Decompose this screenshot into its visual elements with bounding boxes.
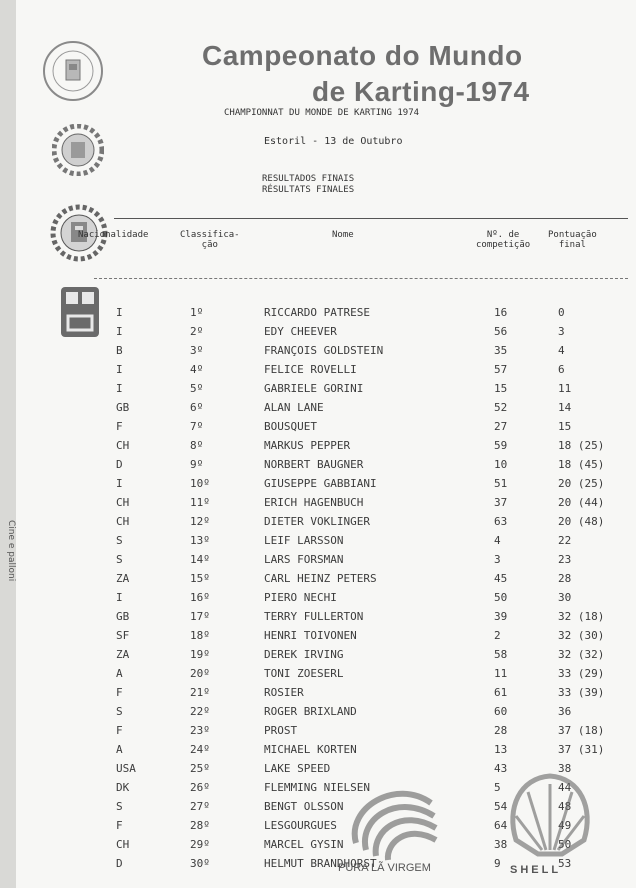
- table-row: [16, 477, 636, 496]
- race-number-cell: 52: [494, 401, 508, 414]
- points-cell: 37 (31): [558, 743, 605, 756]
- position-cell: 14º: [190, 553, 210, 566]
- subtitle-french: CHAMPIONNAT DU MONDE DE KARTING 1974: [224, 108, 420, 118]
- points-cell: 18 (45): [558, 458, 605, 471]
- header-rule-top: [114, 218, 628, 219]
- nationality-cell: D: [116, 458, 123, 471]
- driver-name-cell: PIERO NECHI: [264, 591, 337, 604]
- nationality-cell: CH: [116, 515, 130, 528]
- race-number-cell: 10: [494, 458, 508, 471]
- page-edge: [0, 0, 16, 888]
- table-row: [16, 363, 636, 382]
- points-cell: 14: [558, 401, 572, 414]
- race-number-cell: 45: [494, 572, 508, 585]
- nationality-cell: DK: [116, 781, 130, 794]
- nationality-cell: S: [116, 553, 123, 566]
- race-number-cell: 58: [494, 648, 508, 661]
- position-cell: 4º: [190, 363, 204, 376]
- points-cell: 20 (25): [558, 477, 605, 490]
- table-row: [16, 534, 636, 553]
- nationality-cell: I: [116, 325, 123, 338]
- points-cell: 4: [558, 344, 565, 357]
- points-cell: 38: [558, 762, 572, 775]
- results-heading-fr: RÉSULTATS FINALES: [262, 185, 355, 195]
- shell-text: SHELL: [510, 864, 562, 876]
- points-cell: 44: [558, 781, 572, 794]
- nationality-cell: F: [116, 686, 123, 699]
- driver-name-cell: ROSIER: [264, 686, 304, 699]
- points-cell: 18 (25): [558, 439, 605, 452]
- position-cell: 2º: [190, 325, 204, 338]
- federation-seal-icon: [42, 40, 104, 102]
- driver-name-cell: EDY CHEEVER: [264, 325, 337, 338]
- race-number-cell: 51: [494, 477, 508, 490]
- nationality-cell: CH: [116, 838, 130, 851]
- points-cell: 28: [558, 572, 572, 585]
- points-cell: 15: [558, 420, 572, 433]
- table-row: [16, 610, 636, 629]
- race-number-cell: 59: [494, 439, 508, 452]
- race-number-cell: 37: [494, 496, 508, 509]
- points-cell: 37 (18): [558, 724, 605, 737]
- side-note: Cine e palloni: [6, 520, 16, 582]
- race-number-cell: 35: [494, 344, 508, 357]
- position-cell: 28º: [190, 819, 210, 832]
- position-cell: 20º: [190, 667, 210, 680]
- race-number-cell: 5: [494, 781, 501, 794]
- table-row: [16, 629, 636, 648]
- column-header-points: Pontuação final: [548, 230, 597, 250]
- race-number-cell: 64: [494, 819, 508, 832]
- driver-name-cell: TERRY FULLERTON: [264, 610, 364, 623]
- position-cell: 1º: [190, 306, 204, 319]
- driver-name-cell: HENRI TOIVONEN: [264, 629, 357, 642]
- nationality-cell: S: [116, 705, 123, 718]
- page-title-line1: Campeonato do Mundo: [202, 40, 523, 71]
- club-gear-emblem-icon: [52, 124, 104, 176]
- nationality-cell: I: [116, 477, 123, 490]
- points-cell: 32 (30): [558, 629, 605, 642]
- driver-name-cell: MARCEL GYSIN: [264, 838, 344, 851]
- position-cell: 23º: [190, 724, 210, 737]
- position-cell: 6º: [190, 401, 204, 414]
- nationality-cell: I: [116, 591, 123, 604]
- race-number-cell: 54: [494, 800, 508, 813]
- driver-name-cell: RICCARDO PATRESE: [264, 306, 370, 319]
- position-cell: 10º: [190, 477, 210, 490]
- driver-name-cell: MICHAEL KORTEN: [264, 743, 357, 756]
- table-row: [16, 382, 636, 401]
- table-row: [16, 686, 636, 705]
- table-row: [16, 591, 636, 610]
- table-row: [16, 705, 636, 724]
- race-number-cell: 13: [494, 743, 508, 756]
- position-cell: 9º: [190, 458, 204, 471]
- position-cell: 22º: [190, 705, 210, 718]
- nationality-cell: GB: [116, 610, 130, 623]
- nationality-cell: S: [116, 800, 123, 813]
- position-cell: 29º: [190, 838, 210, 851]
- nationality-cell: F: [116, 420, 123, 433]
- driver-name-cell: PROST: [264, 724, 298, 737]
- points-cell: 20 (48): [558, 515, 605, 528]
- table-row: [16, 572, 636, 591]
- column-header-nationality: Nacionalidade: [78, 230, 149, 240]
- nationality-cell: CH: [116, 439, 130, 452]
- results-heading-pt: RESULTADOS FINAIS: [262, 174, 355, 184]
- driver-name-cell: FELICE ROVELLI: [264, 363, 357, 376]
- table-row: [16, 401, 636, 420]
- driver-name-cell: BENGT OLSSON: [264, 800, 344, 813]
- race-number-cell: 38: [494, 838, 508, 851]
- points-cell: 11: [558, 382, 572, 395]
- points-cell: 48: [558, 800, 572, 813]
- position-cell: 25º: [190, 762, 210, 775]
- position-cell: 11º: [190, 496, 210, 509]
- driver-name-cell: FLEMMING NIELSEN: [264, 781, 370, 794]
- position-cell: 21º: [190, 686, 210, 699]
- nationality-cell: D: [116, 857, 123, 870]
- points-cell: 53: [558, 857, 572, 870]
- race-number-cell: 50: [494, 591, 508, 604]
- nationality-cell: F: [116, 724, 123, 737]
- race-number-cell: 2: [494, 629, 501, 642]
- table-row: [16, 496, 636, 515]
- points-cell: 3: [558, 325, 565, 338]
- driver-name-cell: FRANÇOIS GOLDSTEIN: [264, 344, 384, 357]
- document-sheet: [16, 0, 636, 888]
- driver-name-cell: TONI ZOESERL: [264, 667, 344, 680]
- table-row: [16, 515, 636, 534]
- race-number-cell: 4: [494, 534, 501, 547]
- race-number-cell: 43: [494, 762, 508, 775]
- points-cell: 0: [558, 306, 565, 319]
- table-row: [16, 724, 636, 743]
- nationality-cell: GB: [116, 401, 130, 414]
- race-number-cell: 57: [494, 363, 508, 376]
- race-number-cell: 63: [494, 515, 508, 528]
- position-cell: 13º: [190, 534, 210, 547]
- driver-name-cell: GABRIELE GORINI: [264, 382, 364, 395]
- pura-la-virgem-text: PURA LÃ VIRGEM: [338, 862, 431, 874]
- driver-name-cell: CARL HEINZ PETERS: [264, 572, 377, 585]
- nationality-cell: B: [116, 344, 123, 357]
- nationality-cell: S: [116, 534, 123, 547]
- position-cell: 18º: [190, 629, 210, 642]
- race-number-cell: 56: [494, 325, 508, 338]
- points-cell: 50: [558, 838, 572, 851]
- position-cell: 26º: [190, 781, 210, 794]
- position-cell: 7º: [190, 420, 204, 433]
- position-cell: 19º: [190, 648, 210, 661]
- points-cell: 22: [558, 534, 572, 547]
- points-cell: 32 (32): [558, 648, 605, 661]
- race-number-cell: 61: [494, 686, 508, 699]
- driver-name-cell: ERICH HAGENBUCH: [264, 496, 364, 509]
- table-row: [16, 667, 636, 686]
- race-number-cell: 15: [494, 382, 508, 395]
- nationality-cell: SF: [116, 629, 130, 642]
- position-cell: 8º: [190, 439, 204, 452]
- nationality-cell: A: [116, 743, 123, 756]
- nationality-cell: ZA: [116, 648, 130, 661]
- race-number-cell: 28: [494, 724, 508, 737]
- table-row: [16, 458, 636, 477]
- nationality-cell: A: [116, 667, 123, 680]
- driver-name-cell: LARS FORSMAN: [264, 553, 344, 566]
- driver-name-cell: BOUSQUET: [264, 420, 317, 433]
- header-rule-bottom: [94, 278, 628, 279]
- position-cell: 3º: [190, 344, 204, 357]
- nationality-cell: I: [116, 306, 123, 319]
- driver-name-cell: MARKUS PEPPER: [264, 439, 351, 452]
- position-cell: 16º: [190, 591, 210, 604]
- nationality-cell: F: [116, 819, 123, 832]
- nationality-cell: I: [116, 382, 123, 395]
- points-cell: 23: [558, 553, 572, 566]
- column-header-number: Nº. de competição: [476, 230, 531, 250]
- position-cell: 12º: [190, 515, 210, 528]
- race-number-cell: 3: [494, 553, 501, 566]
- race-number-cell: 11: [494, 667, 508, 680]
- driver-name-cell: ROGER BRIXLAND: [264, 705, 357, 718]
- column-header-name: Nome: [332, 230, 354, 240]
- table-row: [16, 648, 636, 667]
- driver-name-cell: ALAN LANE: [264, 401, 324, 414]
- pura-la-virgem-logo-icon: [336, 758, 446, 868]
- position-cell: 27º: [190, 800, 210, 813]
- driver-name-cell: DEREK IRVING: [264, 648, 344, 661]
- race-number-cell: 39: [494, 610, 508, 623]
- points-cell: 49: [558, 819, 572, 832]
- points-cell: 36: [558, 705, 572, 718]
- table-row: [16, 743, 636, 762]
- driver-name-cell: NORBERT BAUGNER: [264, 458, 364, 471]
- nationality-cell: I: [116, 363, 123, 376]
- table-row: [16, 439, 636, 458]
- nationality-cell: ZA: [116, 572, 130, 585]
- points-cell: 30: [558, 591, 572, 604]
- shell-logo-icon: [502, 770, 598, 860]
- driver-name-cell: HELMUT BRANDHORST: [264, 857, 377, 870]
- table-row: [16, 325, 636, 344]
- race-number-cell: 60: [494, 705, 508, 718]
- race-number-cell: 27: [494, 420, 508, 433]
- page-title-line2: de Karting-1974: [312, 76, 530, 107]
- driver-name-cell: DIETER VOKLINGER: [264, 515, 370, 528]
- points-cell: 33 (39): [558, 686, 605, 699]
- position-cell: 30º: [190, 857, 210, 870]
- table-row: [16, 553, 636, 572]
- position-cell: 17º: [190, 610, 210, 623]
- column-header-position: Classifica- ção: [180, 230, 240, 250]
- nationality-cell: CH: [116, 496, 130, 509]
- driver-name-cell: LEIF LARSSON: [264, 534, 344, 547]
- race-number-cell: 9: [494, 857, 501, 870]
- position-cell: 15º: [190, 572, 210, 585]
- points-cell: 20 (44): [558, 496, 605, 509]
- table-row: [16, 420, 636, 439]
- table-row: [16, 306, 636, 325]
- driver-name-cell: LAKE SPEED: [264, 762, 331, 775]
- points-cell: 33 (29): [558, 667, 605, 680]
- place-date: Estoril - 13 de Outubro: [264, 136, 403, 147]
- points-cell: 6: [558, 363, 565, 376]
- points-cell: 32 (18): [558, 610, 605, 623]
- race-number-cell: 16: [494, 306, 508, 319]
- table-row: [16, 344, 636, 363]
- driver-name-cell: LESGOURGUES: [264, 819, 337, 832]
- driver-name-cell: GIUSEPPE GABBIANI: [264, 477, 377, 490]
- position-cell: 5º: [190, 382, 204, 395]
- position-cell: 24º: [190, 743, 210, 756]
- nationality-cell: USA: [116, 762, 136, 775]
